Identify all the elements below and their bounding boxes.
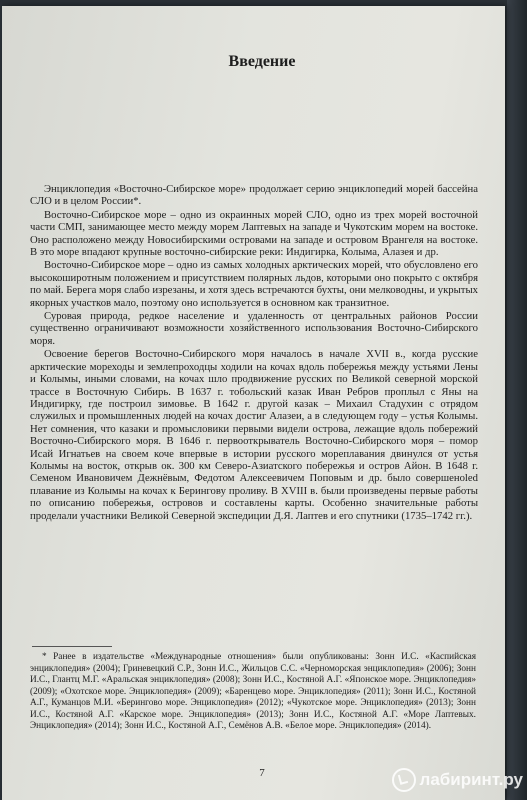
paragraph: Суровая природа, редкое население и удаленность от центральных районов России существенно ограничивают возможности хозяйственного использования Восточно-Сибирского моря. <box>30 310 478 347</box>
book-page <box>2 6 505 800</box>
page-number: 7 <box>259 767 265 779</box>
footnote: * Ранее в издательстве «Международные отношения» были опубликованы: Зонн И.С. «Каспийская энциклопедия» (2004); Гриневецкий С.Р., Зонн И.С., Жильцов С.С. «Черноморская энциклопедия» (2006); Зонн И.С., Глантц М.Г. «Аральская энциклопедия» (2008); Зонн И.С., Костяной А.Г. «Японское море. Энциклопедия» (2009); «Охотское море. Энциклопедия» (2009); «Баренцево море. Энциклопедия» (2011); Зонн И.С., Костяной А.Г., Куманцов М.И. «Берингово море. Энциклопедия» (2012); «Чукотское море. Энциклопедия» (2013); Зонн И.С., Костяной А.Г. «Карское море. Энциклопедия» (2013); Зонн И.С., Костяной А.Г. «Море Лаптевых. Энциклопедия» (2014); Зонн И.С., Костяной А.Г., Семёнов А.В. «Белое море. Энциклопедия» (2014). <box>30 652 476 731</box>
labirint-logo-icon <box>392 768 416 792</box>
paragraph: Восточно-Сибирское море – одно из самых холодных арктических морей, что обусловлено его высокоширотным положением и присутствием полярных льдов, которыми оно покрыто с октября по май. Берега моря слабо изрезаны, и хотя здесь встречаются бухты, они мелководны, и укрытых якорных участков мало, поэтому оно используется в основном как транзитное. <box>30 259 478 309</box>
watermark <box>392 768 523 792</box>
page-title: Введение <box>228 53 296 70</box>
watermark-text: лабиринт.ру <box>419 770 523 789</box>
paragraph: Освоение берегов Восточно-Сибирского моря началось в начале XVII в., когда русские арктические мореходы и землепроходцы ходили на кочах вдоль побережья между устьями Лены и Колымы, иными словами, на кочах шло продвижение русских по Великой северной морской трассе в Восточную Сибирь. В 1637 г. тобольский казак Иван Ребров проплыл с Яны на Индигирку, где построил зимовье. В 1642 г. другой казак – Михаил Стадухин с отрядом служилых и промышленных людей на кочах достиг Алазеи, а в следующем году – устья Колымы. Нет сомнения, что казаки и промысловики первыми видели острова, лежащие вдоль побережий Восточно-Сибирского моря. В 1646 г. первооткрыватель Восточно-Сибирского моря – помор Исай Игнатьев на своем коче впервые в истории русского мореплавания двинулся от устья Колымы на восток, открыв ок. 300 км Северо-Азиатского побережья и остров Айон. В 1648 г. Семеном Ивановичем Дежнёвым, Федотом Алексеевичем Поповым и др. было совершеноled плавание из Колымы на кочах к Берингову проливу. В XVIII в. были произведены первые работы по описанию побережья, островов и составлены карты. Особенно значительные работы проделали участники Великой Северной экспедиции Д.Я. Лаптев и его спутники (1735–1742 гг.). <box>30 348 478 522</box>
body-text <box>30 183 478 523</box>
footnote-divider <box>32 646 112 647</box>
book-spine-edge <box>507 0 527 800</box>
paragraph: Восточно-Сибирское море – одно из окраинных морей СЛО, одно из трех морей восточной части СМП, занимающее место между морем Лаптевых на западе и Чукотским морем на востоке. Оно расположено между Новосибирскими островами на западе и островом Врангеля на востоке. В это море впадают крупные восточно-сибирские реки: Индигирка, Колыма, Алазея и др. <box>30 208 478 259</box>
paragraph: Энциклопедия «Восточно-Сибирское море» продолжает серию энциклопедий морей бассейна СЛО и в целом России*. <box>30 183 478 208</box>
